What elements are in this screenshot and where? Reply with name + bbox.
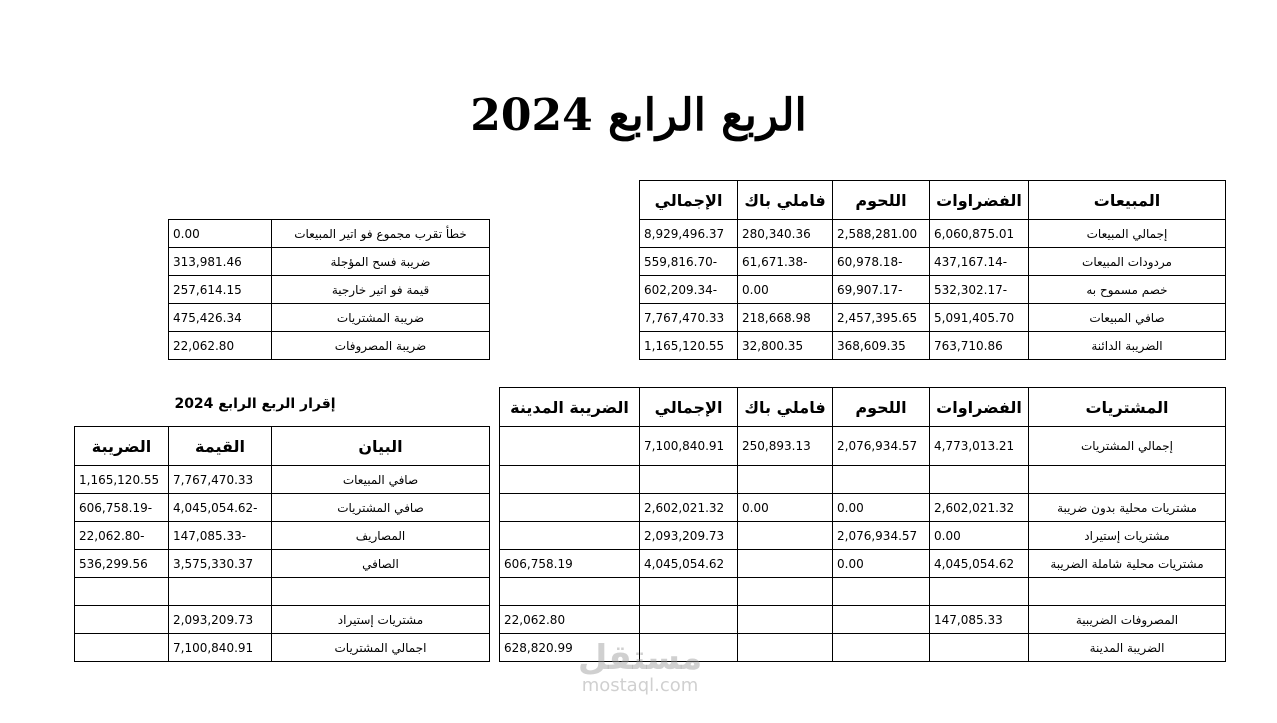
watermark-arabic: مستقل — [577, 638, 703, 678]
cell-value — [640, 606, 738, 634]
row-label: ضريبة فسح المؤجلة — [272, 248, 490, 276]
cell-value: -532,302.17 — [930, 276, 1029, 304]
table-row — [500, 578, 1226, 606]
cell-value — [833, 578, 930, 606]
cell-value — [738, 606, 833, 634]
cell-value: -69,907.17 — [833, 276, 930, 304]
row-label: ضريبة المشتريات — [272, 304, 490, 332]
cell-value: 0.00 — [833, 494, 930, 522]
cell-value: -602,209.34 — [640, 276, 738, 304]
cell-value: 3,575,330.37 — [169, 550, 272, 578]
sales-header: فاملي باك — [738, 181, 833, 220]
table-row — [75, 634, 490, 662]
table-row — [169, 248, 490, 276]
table-row — [500, 427, 1226, 466]
cell-value — [640, 634, 738, 662]
misc-table — [168, 219, 490, 360]
declaration-header: البيان — [272, 427, 490, 466]
cell-value: 7,100,840.91 — [169, 634, 272, 662]
table-row — [75, 578, 490, 606]
cell-value: 22,062.80 — [500, 606, 640, 634]
cell-value — [930, 634, 1029, 662]
declaration-header: الضريبة — [75, 427, 169, 466]
cell-value: 4,773,013.21 — [930, 427, 1029, 466]
cell-value: 1,165,120.55 — [640, 332, 738, 360]
row-label: المصاريف — [272, 522, 490, 550]
sales-table — [639, 180, 1226, 360]
table-row — [75, 522, 490, 550]
cell-value: 2,076,934.57 — [833, 522, 930, 550]
cell-value: -61,671.38 — [738, 248, 833, 276]
table-row — [640, 276, 1226, 304]
row-label: مشتريات محلية بدون ضريبة — [1029, 494, 1226, 522]
cell-value — [500, 427, 640, 466]
row-label: خطأ تقرب مجموع فو اتير المبيعات — [272, 220, 490, 248]
cell-value: 22,062.80 — [169, 332, 272, 360]
cell-value: 2,093,209.73 — [169, 606, 272, 634]
cell-value — [500, 494, 640, 522]
row-label: اجمالي المشتريات — [272, 634, 490, 662]
table-row — [500, 522, 1226, 550]
cell-value: -147,085.33 — [169, 522, 272, 550]
sales-header: الفضراوات — [930, 181, 1029, 220]
table-row — [75, 606, 490, 634]
cell-value: 7,767,470.33 — [640, 304, 738, 332]
declaration-header: القيمة — [169, 427, 272, 466]
declaration-title: إقرار الربع الرابع 2024 — [174, 396, 336, 412]
row-label: الضريبة المدينة — [1029, 634, 1226, 662]
sales-header-row — [640, 181, 1226, 220]
cell-value: 280,340.36 — [738, 220, 833, 248]
cell-value: 313,981.46 — [169, 248, 272, 276]
purchases-header: الضريبة المدينة — [500, 388, 640, 427]
purchases-header-row — [500, 388, 1226, 427]
table-row — [500, 634, 1226, 662]
purchases-table — [499, 387, 1226, 662]
declaration-header-row — [75, 427, 490, 466]
row-label: صافي المبيعات — [1029, 304, 1226, 332]
cell-value: 0.00 — [738, 494, 833, 522]
cell-value: 606,758.19 — [500, 550, 640, 578]
row-label: ضريبة المصروفات — [272, 332, 490, 360]
row-label — [1029, 466, 1226, 494]
cell-value: 2,588,281.00 — [833, 220, 930, 248]
table-row — [500, 494, 1226, 522]
cell-value — [169, 578, 272, 606]
cell-value — [75, 578, 169, 606]
sales-header: اللحوم — [833, 181, 930, 220]
cell-value: 0.00 — [738, 276, 833, 304]
table-row — [169, 220, 490, 248]
cell-value — [738, 634, 833, 662]
cell-value — [738, 466, 833, 494]
row-label: خصم مسموح به — [1029, 276, 1226, 304]
table-row — [640, 332, 1226, 360]
page-title: الربع الرابع 2024 — [470, 90, 807, 141]
row-label — [1029, 578, 1226, 606]
sales-header: المبيعات — [1029, 181, 1226, 220]
cell-value: 4,045,054.62 — [930, 550, 1029, 578]
cell-value: 4,045,054.62 — [640, 550, 738, 578]
table-row — [169, 332, 490, 360]
table-row — [500, 550, 1226, 578]
cell-value: 7,767,470.33 — [169, 466, 272, 494]
cell-value: 6,060,875.01 — [930, 220, 1029, 248]
row-label: مردودات المبيعات — [1029, 248, 1226, 276]
cell-value: -22,062.80 — [75, 522, 169, 550]
row-label: إجمالي المبيعات — [1029, 220, 1226, 248]
cell-value: 5,091,405.70 — [930, 304, 1029, 332]
row-label: صافي المشتريات — [272, 494, 490, 522]
purchases-header: فاملي باك — [738, 388, 833, 427]
cell-value — [738, 522, 833, 550]
cell-value: -4,045,054.62 — [169, 494, 272, 522]
cell-value: 475,426.34 — [169, 304, 272, 332]
table-row — [500, 606, 1226, 634]
cell-value: 2,602,021.32 — [930, 494, 1029, 522]
cell-value: 250,893.13 — [738, 427, 833, 466]
table-row — [75, 494, 490, 522]
cell-value: 2,457,395.65 — [833, 304, 930, 332]
row-label: صافي المبيعات — [272, 466, 490, 494]
cell-value — [738, 578, 833, 606]
cell-value: -606,758.19 — [75, 494, 169, 522]
cell-value: 0.00 — [169, 220, 272, 248]
cell-value: 536,299.56 — [75, 550, 169, 578]
cell-value: 218,668.98 — [738, 304, 833, 332]
cell-value — [75, 606, 169, 634]
cell-value: -559,816.70 — [640, 248, 738, 276]
purchases-header: الإجمالي — [640, 388, 738, 427]
cell-value — [930, 578, 1029, 606]
row-label: قيمة فو اتير خارجية — [272, 276, 490, 304]
purchases-header: اللحوم — [833, 388, 930, 427]
cell-value: 7,100,840.91 — [640, 427, 738, 466]
cell-value: 147,085.33 — [930, 606, 1029, 634]
table-row — [640, 220, 1226, 248]
cell-value: 0.00 — [930, 522, 1029, 550]
purchases-header: المشتريات — [1029, 388, 1226, 427]
purchases-header: الفضراوات — [930, 388, 1029, 427]
cell-value: 628,820.99 — [500, 634, 640, 662]
cell-value: 8,929,496.37 — [640, 220, 738, 248]
cell-value: 2,602,021.32 — [640, 494, 738, 522]
sales-header: الإجمالي — [640, 181, 738, 220]
row-label — [272, 578, 490, 606]
cell-value — [833, 606, 930, 634]
table-row — [500, 466, 1226, 494]
table-row — [75, 550, 490, 578]
row-label: مشتريات إستيراد — [1029, 522, 1226, 550]
cell-value: 2,093,209.73 — [640, 522, 738, 550]
cell-value: 2,076,934.57 — [833, 427, 930, 466]
cell-value — [738, 550, 833, 578]
cell-value: 32,800.35 — [738, 332, 833, 360]
cell-value — [75, 634, 169, 662]
cell-value: -60,978.18 — [833, 248, 930, 276]
cell-value — [640, 466, 738, 494]
table-row — [75, 466, 490, 494]
cell-value — [833, 634, 930, 662]
cell-value — [640, 578, 738, 606]
row-label: الصافي — [272, 550, 490, 578]
cell-value: 368,609.35 — [833, 332, 930, 360]
cell-value: 0.00 — [833, 550, 930, 578]
cell-value — [500, 466, 640, 494]
cell-value: 1,165,120.55 — [75, 466, 169, 494]
cell-value: -437,167.14 — [930, 248, 1029, 276]
declaration-table — [74, 426, 490, 662]
cell-value: 763,710.86 — [930, 332, 1029, 360]
cell-value: 257,614.15 — [169, 276, 272, 304]
table-row — [640, 248, 1226, 276]
row-label: إجمالي المشتريات — [1029, 427, 1226, 466]
table-row — [640, 304, 1226, 332]
cell-value — [833, 466, 930, 494]
cell-value — [500, 578, 640, 606]
row-label: مشتريات محلية شاملة الضريبة — [1029, 550, 1226, 578]
table-row — [169, 304, 490, 332]
row-label: المصروفات الضريبية — [1029, 606, 1226, 634]
cell-value — [500, 522, 640, 550]
row-label: مشتريات إستيراد — [272, 606, 490, 634]
row-label: الضريبة الدائنة — [1029, 332, 1226, 360]
cell-value — [930, 466, 1029, 494]
watermark-latin: mostaql.com — [581, 675, 699, 696]
table-row — [169, 276, 490, 304]
